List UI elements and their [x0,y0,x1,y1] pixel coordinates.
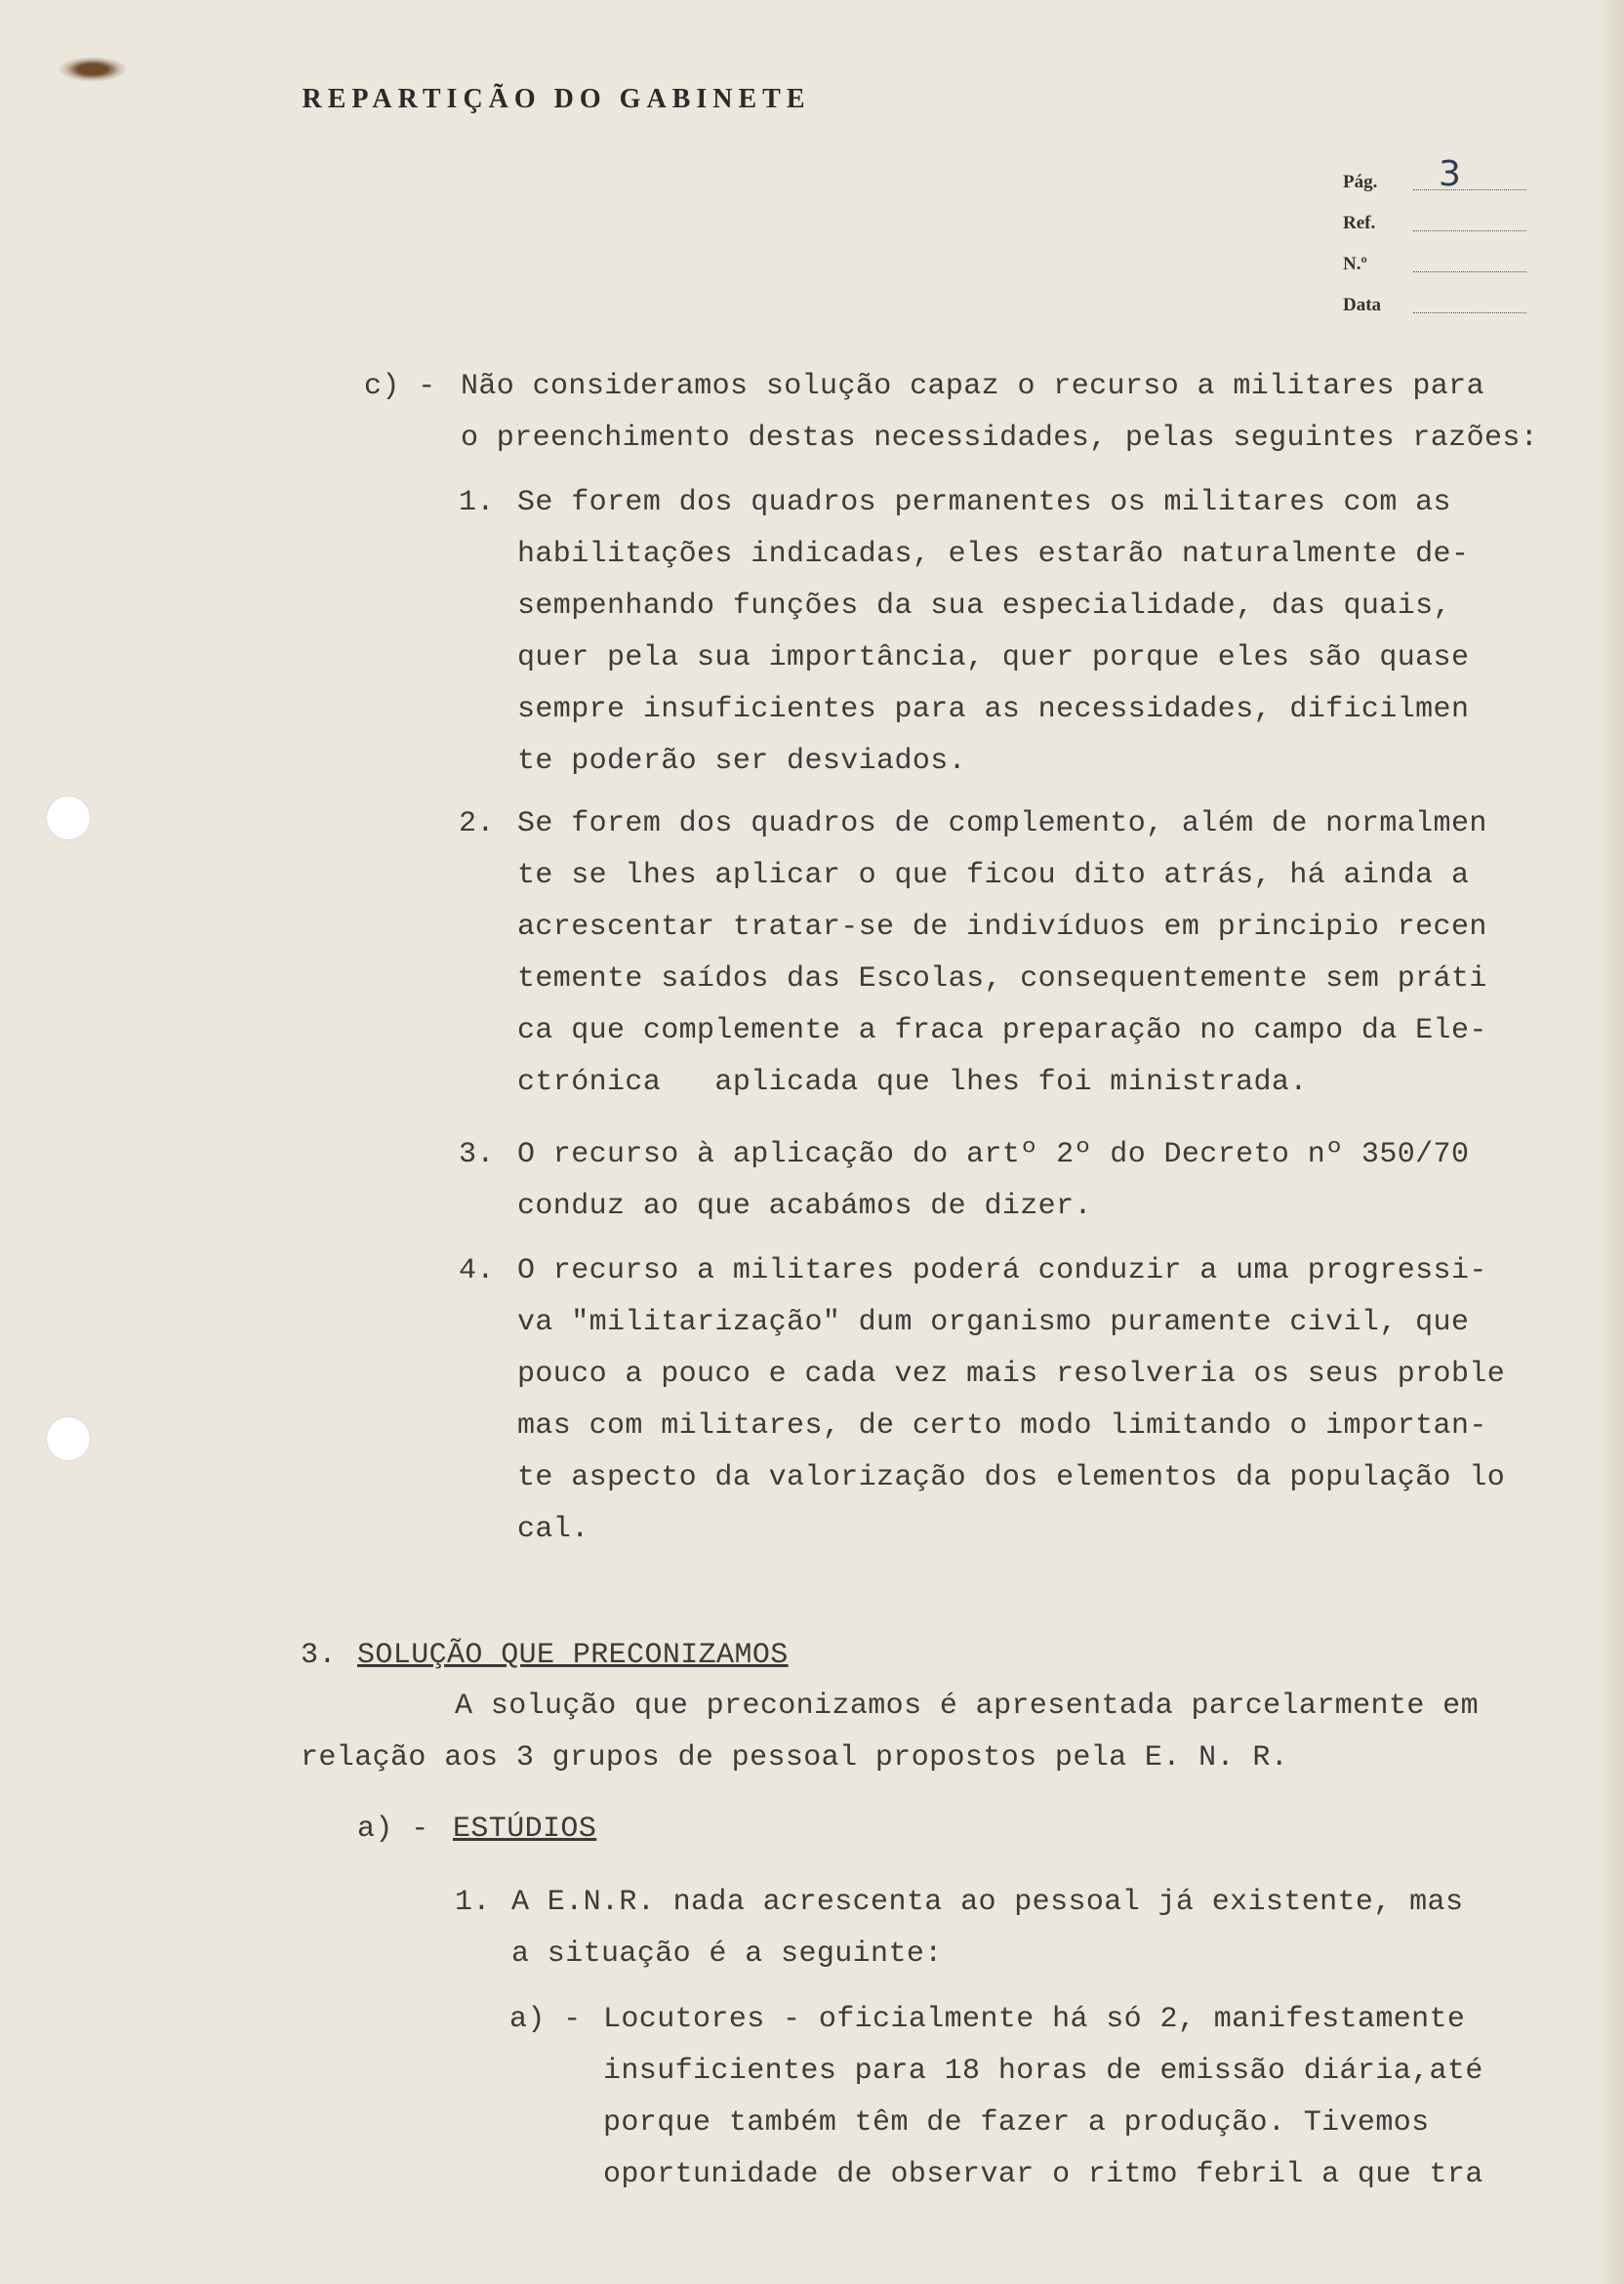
item-line: sempre insuficientes para as necessidades, dificilmen [517,693,1470,726]
item-line: cal. [517,1513,589,1546]
number-line [1413,271,1526,272]
item-line: O recurso a militares poderá conduzir a uma progressi- [517,1254,1487,1287]
intro-line: A solução que preconizamos é apresentada parcelarmente em [455,1690,1479,1723]
ink-stain [59,57,127,82]
item-line: Se forem dos quadros permanentes os militares com as [517,486,1451,519]
subitem-line: porque também têm de fazer a produção. Tivemos [603,2106,1430,2140]
section-number: 3. [301,1639,337,1672]
subitem-line: oportunidade de observar o ritmo febril a que tra [603,2158,1483,2191]
section-c-marker: c) - [364,370,436,403]
item-number: 2. [459,807,495,840]
subitem-line: Locutores - oficialmente há só 2, manifestamente [603,2003,1466,2036]
item-line: va "militarização" dum organismo puramente civil, que [517,1306,1470,1339]
item-line: quer pela sua importância, quer porque eles são quase [517,641,1470,674]
punch-hole-bottom [47,1417,90,1460]
section-heading: SOLUÇÃO QUE PRECONIZAMOS [357,1639,789,1672]
intro-line: relação aos 3 grupos de pessoal propostos pela E. N. R. [301,1741,1289,1774]
number-label: N.º [1343,254,1367,274]
subitem-marker: a) - [509,2003,582,2036]
page-number: 3 [1439,154,1461,194]
item-line: Se forem dos quadros de complemento, além de normalmen [517,807,1487,840]
item-line: acrescentar tratar-se de indivíduos em principio recen [517,911,1487,944]
date-line [1413,312,1526,313]
page-label: Pág. [1343,172,1378,192]
page-line [1413,189,1526,190]
section-c-line: Não consideramos solução capaz o recurso a militares para [461,370,1484,403]
letterhead-title: REPARTIÇÃO DO GABINETE [302,84,811,114]
item-line: te poderão ser desviados. [517,745,967,778]
item-number: 1. [455,1886,491,1919]
date-label: Data [1343,295,1382,315]
item-line: te se lhes aplicar o que ficou dito atrás, há ainda a [517,859,1470,892]
item-line: O recurso à aplicação do artº 2º do Decreto nº 350/70 [517,1138,1470,1171]
item-line: a situação é a seguinte: [511,1937,943,1971]
item-number: 1. [459,486,495,519]
subsection-marker: a) - [357,1813,429,1846]
subitem-line: insuficientes para 18 horas de emissão diária,até [603,2055,1483,2088]
item-line: ca que complemente a fraca preparação no campo da Ele- [517,1014,1487,1047]
ref-line [1413,230,1526,231]
item-number: 4. [459,1254,495,1287]
item-line: ctrónica aplicada que lhes foi ministrada. [517,1066,1308,1099]
item-line: sempenhando funções da sua especialidade, das quais, [517,590,1451,623]
item-line: habilitações indicadas, eles estarão naturalmente de- [517,538,1470,571]
item-line: A E.N.R. nada acrescenta ao pessoal já existente, mas [511,1886,1464,1919]
item-line: pouco a pouco e cada vez mais resolveria os seus proble [517,1358,1506,1391]
item-line: temente saídos das Escolas, consequentemente sem práti [517,962,1487,996]
item-number: 3. [459,1138,495,1171]
punch-hole-top [47,796,90,839]
section-c-line: o preenchimento destas necessidades, pelas seguintes razões: [461,422,1539,455]
item-line: mas com militares, de certo modo limitando o importan- [517,1409,1487,1443]
item-line: te aspecto da valorização dos elementos da população lo [517,1461,1506,1494]
subsection-heading: ESTÚDIOS [453,1813,597,1846]
item-line: conduz ao que acabámos de dizer. [517,1190,1092,1223]
ref-label: Ref. [1343,213,1376,233]
